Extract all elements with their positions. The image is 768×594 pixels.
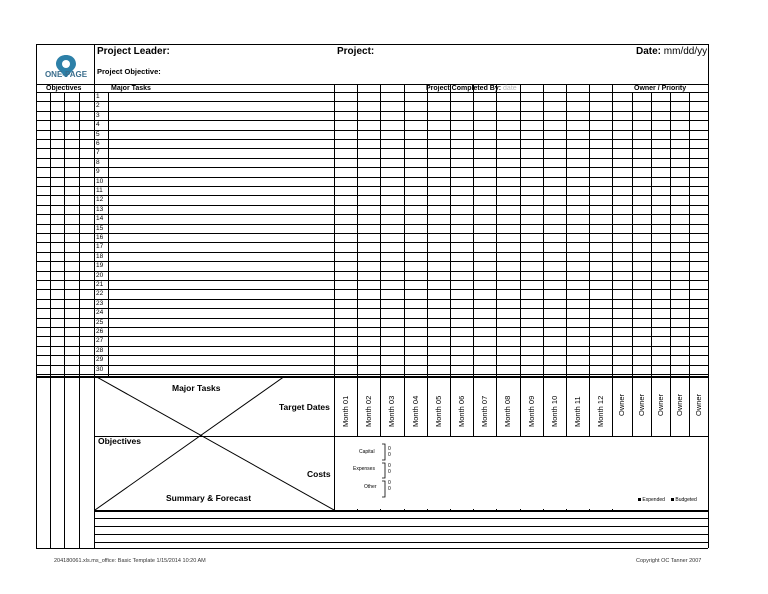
task-row-line [36, 101, 708, 102]
expenses-label: Expenses [353, 466, 375, 472]
month-label: Month 01 [341, 395, 350, 427]
legend-budgeted [671, 497, 697, 503]
task-row-number: 21 [96, 281, 104, 288]
task-row-line [36, 271, 708, 272]
task-row-number: 4 [96, 121, 100, 129]
matrix-target-dates: Target Dates [279, 402, 330, 412]
owner-label: Owner [636, 393, 646, 416]
task-row-line [36, 365, 708, 366]
task-row-number: 14 [96, 215, 104, 223]
project-leader-label: Project Leader: [97, 46, 170, 57]
frame-right [708, 44, 709, 548]
month-label: Month 08 [503, 395, 513, 427]
task-row-line [36, 111, 708, 112]
owner-label: Owner [617, 393, 627, 416]
summary-line [94, 526, 708, 527]
objective-column-line [79, 92, 80, 548]
capital-value-1: 0 [388, 446, 391, 452]
task-row-line [36, 336, 708, 337]
one-page-logo-icon [38, 50, 94, 86]
legend-expended-swatch [638, 498, 641, 501]
task-row-number: 9 [96, 168, 100, 176]
task-row-number: 29 [96, 356, 104, 364]
expenses-value-1: 0 [388, 463, 391, 469]
task-row-number: 13 [96, 205, 104, 213]
task-row-number: 1 [96, 93, 100, 100]
owner-label: Owner [674, 393, 684, 416]
task-row-number: 26 [96, 328, 104, 335]
task-row-number: 6 [96, 140, 100, 147]
matrix-summary-forecast: Summary & Forecast [166, 493, 252, 503]
task-row-line [36, 205, 708, 206]
other-value-1: 0 [388, 480, 391, 486]
project-completed-header [426, 85, 517, 93]
matrix-bottom-line [94, 510, 708, 512]
task-row-line [36, 318, 708, 319]
owner-column-line [670, 92, 671, 436]
footer-copyright: Copyright OC Tanner 2007 [636, 558, 702, 564]
task-row-line [36, 233, 708, 234]
task-row-line [36, 252, 708, 253]
task-row-line [36, 148, 708, 149]
task-row-line [36, 214, 708, 215]
matrix-objectives: Objectives [98, 436, 141, 446]
task-row-line [36, 120, 708, 121]
date-label: Date: [636, 46, 662, 57]
month-label: Month 09 [526, 395, 536, 427]
frame-top [36, 44, 708, 45]
task-row-line [36, 289, 708, 290]
owner-column-line [651, 92, 652, 436]
project-completed-value: date [503, 85, 517, 92]
other-label: Other [364, 484, 377, 490]
date-value: mm/dd/yy [663, 46, 708, 57]
task-row-line [36, 261, 708, 262]
legend-budgeted-label: Budgeted [675, 497, 697, 503]
month-label: Month 04 [410, 395, 420, 427]
major-tasks-header: Major Tasks [111, 85, 151, 92]
task-row-number: 25 [96, 318, 104, 326]
task-row-number: 19 [96, 262, 104, 270]
task-row-number: 10 [96, 177, 104, 185]
task-row-number: 11 [96, 187, 103, 194]
task-row-number: 27 [96, 337, 104, 345]
task-row-line [36, 195, 708, 196]
owner-priority-header: Owner / Priority [634, 85, 687, 92]
summary-line [94, 534, 708, 535]
task-row-line [36, 299, 708, 300]
legend-expended [638, 497, 665, 503]
task-row-line [36, 242, 708, 243]
other-value-2: 0 [388, 486, 391, 492]
owner-column-line [632, 92, 633, 436]
summary-line [94, 518, 708, 519]
task-row-number: 20 [96, 271, 104, 279]
matrix-major-tasks: Major Tasks [172, 383, 221, 393]
matrix-costs: Costs [307, 469, 331, 479]
capital-label: Capital [359, 449, 375, 455]
task-row-line [36, 355, 708, 356]
month-label: Month 05 [433, 395, 443, 427]
task-row-number: 7 [96, 149, 100, 157]
task-row-line [36, 158, 708, 159]
task-row-number: 16 [96, 234, 104, 241]
task-row-line [36, 130, 708, 131]
task-row-number: 28 [96, 346, 104, 354]
task-row-number: 15 [96, 224, 104, 232]
logo-text: ONE-PAGE [44, 70, 88, 79]
month-label: Month 03 [387, 395, 397, 427]
task-row-number: 18 [96, 252, 104, 260]
month-label: Month 07 [480, 395, 490, 427]
footer-file-info: 204180061.xls.ms_office: Basic Template 1/15/2014 10:20 AM [54, 558, 206, 564]
task-row-number: 5 [96, 130, 100, 138]
task-row-line [36, 346, 708, 347]
summary-line [94, 542, 708, 543]
task-row-number: 17 [96, 243, 104, 251]
project-label: Project: [337, 46, 375, 57]
task-row-line [36, 374, 708, 375]
expenses-value-2: 0 [388, 469, 391, 475]
task-row-line [36, 308, 708, 309]
objective-column-line [50, 92, 51, 548]
owner-label: Owner [693, 393, 703, 416]
legend-budgeted-swatch [671, 498, 674, 501]
task-row-number: 2 [96, 102, 100, 110]
task-row-line [36, 224, 708, 225]
task-row-line [36, 280, 708, 281]
task-row-number: 3 [96, 111, 100, 119]
task-row-line [36, 186, 708, 187]
task-row-number: 22 [96, 290, 104, 298]
owner-column-line [689, 92, 690, 436]
task-row-line [36, 139, 708, 140]
task-row-number: 23 [96, 299, 104, 307]
month-label: Month 10 [549, 395, 559, 427]
task-row-number: 30 [96, 365, 104, 373]
task-row-line [36, 177, 708, 178]
project-completed-label: Project Completed By: [426, 85, 502, 92]
owner-label: Owner [655, 393, 665, 416]
capital-value-2: 0 [388, 452, 391, 458]
frame-bottom [36, 548, 708, 549]
task-number-divider [108, 92, 109, 376]
month-label: Month 06 [457, 395, 466, 427]
month-label: Month 11 [573, 396, 582, 427]
task-row-line [36, 327, 708, 328]
month-label: Month 02 [364, 395, 374, 427]
month-label: Month 12 [596, 395, 606, 427]
objectives-header: Objectives [46, 85, 82, 92]
task-row-line [36, 167, 708, 168]
legend-expended-label: Expended [642, 497, 665, 503]
objective-column-line [64, 92, 65, 548]
task-row-number: 8 [96, 158, 100, 166]
date-field [636, 46, 707, 57]
task-row-number: 12 [96, 196, 104, 204]
project-objective-label: Project Objective: [97, 67, 161, 76]
task-row-number: 24 [96, 309, 104, 317]
cost-brackets [381, 443, 387, 499]
